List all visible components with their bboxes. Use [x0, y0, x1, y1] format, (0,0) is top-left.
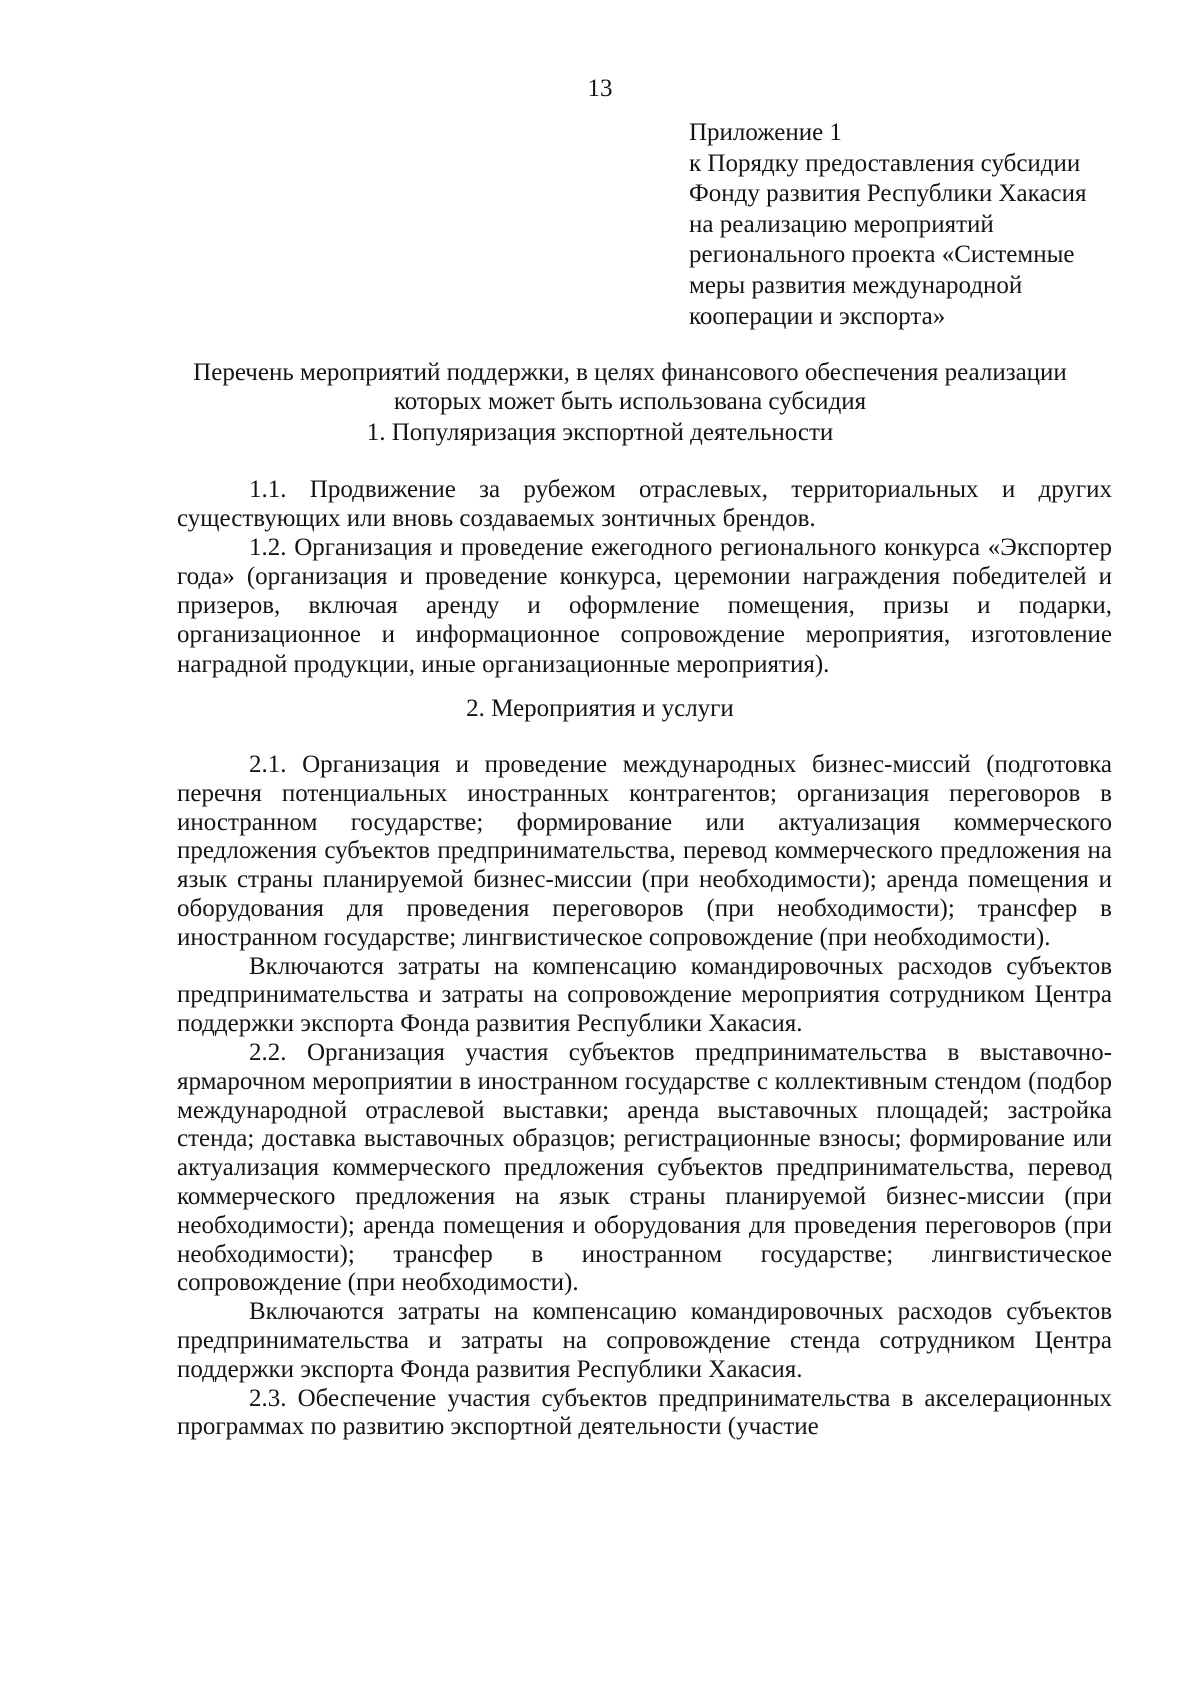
appendix-line: регионального проекта «Системные: [689, 241, 1075, 269]
appendix-line: Приложение 1: [689, 119, 842, 146]
paragraph-2-2-costs: Включаются затраты на компенсацию командировочных расходов субъектов предпринимательства и затраты на сопровождение стенда сотрудником Центра поддержки экспорта Фонда развития Республики Хакасия.: [177, 1298, 1112, 1383]
section-1-body: [177, 475, 1112, 679]
section-heading-2: 2. Мероприятия и услуги: [466, 695, 734, 722]
appendix-line: на реализацию мероприятий: [689, 210, 994, 238]
appendix-line: кооперации и экспорта»: [689, 302, 946, 330]
appendix-line: к Порядку предоставления субсидии: [689, 149, 1081, 177]
title-line: которых может быть использована субсидия: [393, 388, 867, 415]
section-heading-1: 1. Популяризация экспортной деятельности: [366, 419, 834, 446]
page-number: 13: [587, 75, 613, 102]
appendix-header: [689, 118, 1159, 332]
appendix-line: Фонду развития Республики Хакасия: [689, 180, 1087, 208]
paragraph-1-2: 1.2. Организация и проведение ежегодного регионального конкурса «Экспортер года» (организация и проведение конкурса, церемонии награждения победителей и призеров, включая аренду и оформление помещения, призы и подарки, организационное и информационное сопровождение мероприятия, изготовление наградной продукции, иные организационные мероприятия).: [177, 534, 1112, 678]
paragraph-1-1: 1.1. Продвижение за рубежом отраслевых, территориальных и других существующих или вновь создаваемых зонтичных брендов.: [177, 476, 1112, 533]
document-title: [140, 358, 1120, 416]
section-2-body: [177, 751, 1112, 1442]
paragraph-2-3: 2.3. Обеспечение участия субъектов предпринимательства в акселерационных программах по развитию экспортной деятельности (участие: [177, 1384, 1112, 1441]
appendix-line: меры развития международной: [689, 271, 1023, 299]
paragraph-2-2: 2.2. Организация участия субъектов предпринимательства в выставочно-ярмарочном мероприятии в иностранном государстве с коллективным стендом (подбор международной отраслевой выставки; аренда выставочных площадей; застройка стенда; доставка выставочных образцов; регистрационные взносы; формирование или актуализация коммерческого предложения субъектов предпринимательства, перевод коммерческого предложения на язык страны планируемой бизнес-миссии (при необходимости); аренда помещения и оборудования для проведения переговоров (при необходимости); трансфер в иностранном государстве; лингвистическое сопровождение (при необходимости).: [177, 1038, 1112, 1297]
title-line: Перечень мероприятий поддержки, в целях финансового обеспечения реализации: [193, 359, 1067, 386]
paragraph-2-1: 2.1. Организация и проведение международных бизнес-миссий (подготовка перечня потенциальных иностранных контрагентов; организация переговоров в иностранном государстве; формирование или актуализация коммерческого предложения субъектов предпринимательства, перевод коммерческого предложения на язык страны планируемой бизнес-миссии (при необходимости); аренда помещения и оборудования для проведения переговоров (при необходимости); трансфер в иностранном государстве; лингвистическое сопровождение (при необходимости).: [177, 751, 1112, 951]
paragraph-2-1-costs: Включаются затраты на компенсацию командировочных расходов субъектов предпринимательства и затраты на сопровождение мероприятия сотрудником Центра поддержки экспорта Фонда развития Республики Хакасия.: [177, 952, 1112, 1038]
